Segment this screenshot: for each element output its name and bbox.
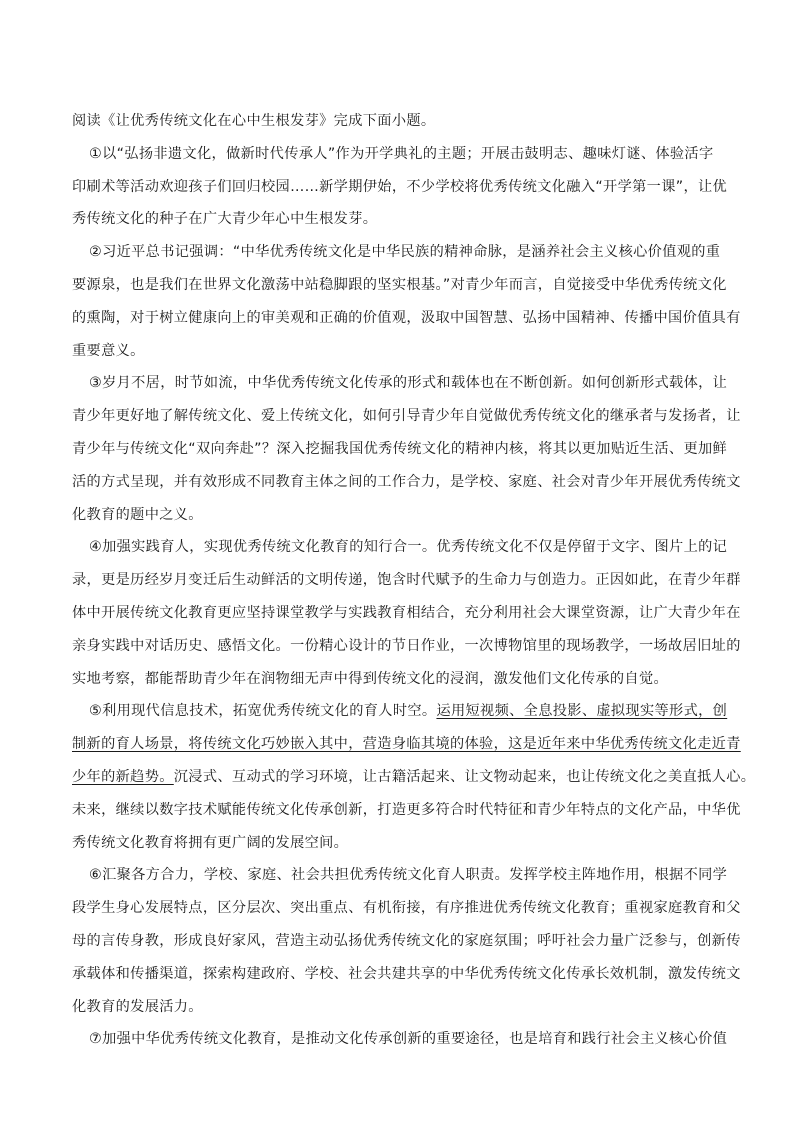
paragraph-text: 沉浸式、互动式的学习环境，让古籍活起来、让文物动起来，也让传统文化之美直抵人心。 bbox=[173, 768, 756, 785]
paragraph-line bbox=[72, 728, 741, 761]
underlined-sentence: 少年的新趋势。 bbox=[72, 768, 174, 785]
paragraph-line: 实地考察，都能帮助青少年在润物细无声中得到传统文化的浸润，激发他们文化传承的自觉。 bbox=[72, 670, 669, 687]
paragraph-5 bbox=[72, 695, 756, 859]
paragraph-line: 青少年与传统文化“双向奔赴”？深入挖掘我国优秀传统文化的精神内核，将其以更加贴近生活、更加鲜 bbox=[72, 440, 728, 457]
paragraph-2 bbox=[72, 236, 741, 367]
paragraph-line: 秀传统文化教育将拥有更广阔的发展空间。 bbox=[72, 834, 349, 851]
paragraph-line: 未来，继续以数字技术赋能传统文化传承创新，打造更多符合时代特征和青少年特点的文化产品，中华优 bbox=[72, 801, 741, 818]
paragraph-line: 的熏陶，对于树立健康向上的审美观和正确的价值观，汲取中国智慧、弘扬中国精神、传播中国价值具有 bbox=[72, 309, 741, 326]
paragraph-line: 化教育的发展活力。 bbox=[72, 998, 203, 1015]
paragraph-line: ⑥汇聚各方合力，学校、家庭、社会共担优秀传统文化育人职责。发挥学校主阵地作用，根据不同学 bbox=[89, 867, 728, 884]
paragraph-line: 重要意义。 bbox=[72, 342, 145, 359]
paragraph-line: 秀传统文化的种子在广大青少年心中生根发芽。 bbox=[72, 211, 378, 228]
paragraph-line: 活的方式呈现，并有效形成不同教育主体之间的工作合力，是学校、家庭、社会对青少年开展优秀传统文 bbox=[72, 473, 741, 490]
paragraph-line: 体中开展传统文化教育更应坚持课堂教学与实践教育相结合，充分利用社会大课堂资源，让广大青少年在 bbox=[72, 604, 741, 621]
paragraph-line bbox=[72, 761, 756, 794]
paragraph-line: 化教育的题中之义。 bbox=[72, 506, 203, 523]
paragraph-line: ⑦加强中华优秀传统文化教育，是推动文化传承创新的重要途径，也是培育和践行社会主义核心价值 bbox=[89, 1031, 728, 1048]
paragraph-line: 承载体和传播渠道，探索构建政府、学校、社会共建共享的中华优秀传统文化传承长效机制，激发传统文 bbox=[72, 965, 741, 982]
paragraph-line: ③岁月不居，时节如流，中华优秀传统文化传承的形式和载体也在不断创新。如何创新形式载体，让 bbox=[89, 375, 728, 392]
paragraph-line: 印刷术等活动欢迎孩子们回归校园……新学期伊始，不少学校将优秀传统文化融入“开学第一课”，让优 bbox=[72, 178, 728, 195]
paragraph-line: ①以“弘扬非遗文化，做新时代传承人”作为开学典礼的主题；开展击鼓明志、趣味灯谜、体验活字 bbox=[89, 145, 714, 162]
paragraph-1 bbox=[72, 138, 728, 236]
paragraph-line: 要源泉，也是我们在世界文化激荡中站稳脚跟的坚实根基。”对青少年而言，自觉接受中华优秀传统文化 bbox=[72, 276, 727, 293]
paragraph-3 bbox=[72, 367, 741, 531]
paragraph-line: 录，更是历经岁月变迁后生动鲜活的文明传递，饱含时代赋予的生命力与创造力。正因如此，在青少年群 bbox=[72, 572, 741, 589]
paragraph-4 bbox=[72, 531, 741, 695]
paragraph-line bbox=[72, 695, 728, 728]
paragraph-line: ②习近平总书记强调：“中华优秀传统文化是中华民族的精神命脉，是涵养社会主义核心价值观的重 bbox=[89, 244, 721, 261]
paragraph-7 bbox=[72, 1023, 728, 1056]
underlined-sentence: 运用短视频、全息投影、虚拟现实等形式，创 bbox=[436, 703, 728, 720]
paragraph-line: 亲身实践中对话历史、感悟文化。一份精心设计的节日作业，一次博物馆里的现场教学，一场故居旧址的 bbox=[72, 637, 741, 654]
paragraph-6 bbox=[72, 859, 741, 1023]
paragraph-line: 段学生身心发展特点，区分层次、突出重点、有机衔接，有序推进优秀传统文化教育；重视家庭教育和父 bbox=[72, 900, 741, 917]
paragraph-text: ⑤利用现代信息技术，拓宽优秀传统文化的育人时空。 bbox=[89, 703, 437, 720]
paragraph-line: 母的言传身教，形成良好家风，营造主动弘扬优秀传统文化的家庭氛围；呼吁社会力量广泛参与，创新传 bbox=[72, 932, 741, 949]
underlined-sentence: 制新的育人场景，将传统文化巧妙嵌入其中，营造身临其境的体验，这是近年来中华优秀传统文化走近青 bbox=[72, 736, 741, 753]
reading-instruction: 阅读《让优秀传统文化在心中生根发芽》完成下面小题。 bbox=[72, 113, 436, 129]
document-page bbox=[72, 105, 756, 1056]
paragraph-line: 青少年更好地了解传统文化、爱上传统文化，如何引导青少年自觉做优秀传统文化的继承者与发扬者，让 bbox=[72, 408, 741, 425]
paragraph-line: ④加强实践育人，实现优秀传统文化教育的知行合一。优秀传统文化不仅是停留于文字、图片上的记 bbox=[89, 539, 728, 556]
